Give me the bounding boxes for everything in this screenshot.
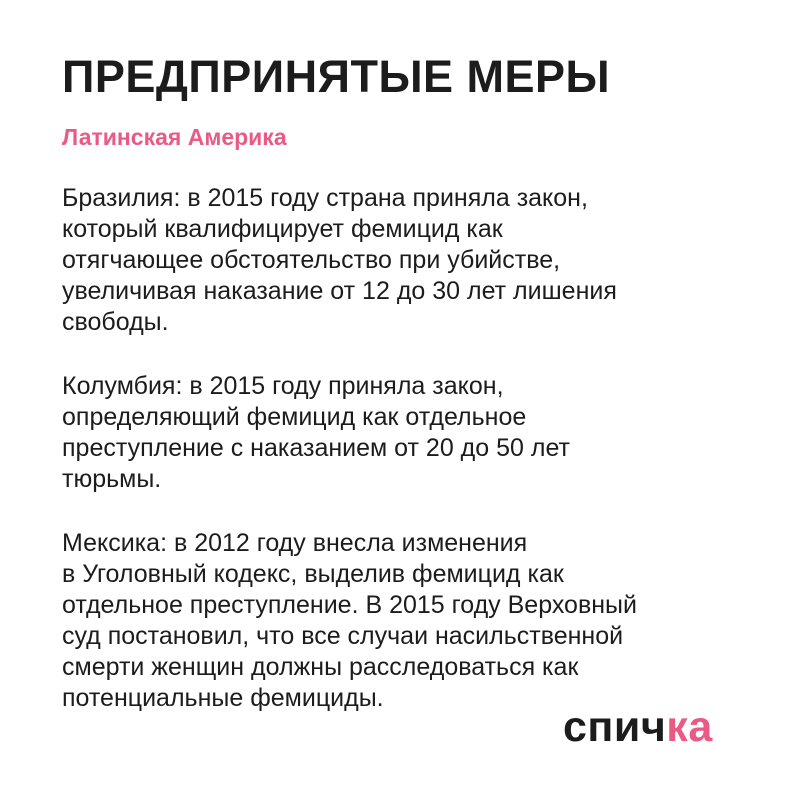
text-line: тюрьмы. <box>62 465 162 493</box>
text-line: Колумбия: в 2015 году приняла закон, <box>62 372 504 400</box>
page-title: ПРЕДПРИНЯТЫЕ МЕРЫ <box>62 51 611 102</box>
text-line: отдельное преступление. В 2015 году Верховный <box>62 591 637 619</box>
text-line: отягчающее обстоятельство при убийстве, <box>62 246 561 274</box>
text-line: Бразилия: в 2015 году страна приняла закон, <box>62 184 588 212</box>
logo-part-accent: ка <box>666 703 713 751</box>
paragraph-brazil <box>62 183 762 338</box>
text-line: суд постановил, что все случаи насильственной <box>62 622 624 650</box>
text-line: свободы. <box>62 308 169 336</box>
brand-logo <box>563 702 713 752</box>
text-line: увеличивая наказание от 12 до 30 лет лишения <box>62 277 617 305</box>
paragraph-colombia <box>62 371 762 495</box>
text-line: который квалифицирует фемицид как <box>62 215 503 243</box>
article-body <box>62 183 762 747</box>
paragraph-mexico <box>62 528 762 714</box>
text-line: определяющий фемицид как отдельное <box>62 403 527 431</box>
section-subtitle: Латинская Америка <box>62 124 287 150</box>
text-line: смерти женщин должны расследоваться как <box>62 653 579 681</box>
text-line: преступление с наказанием от 20 до 50 лет <box>62 434 570 462</box>
text-line: потенциальные фемициды. <box>62 684 384 712</box>
text-line: Мексика: в 2012 году внесла изменения <box>62 529 528 557</box>
text-line: в Уголовный кодекс, выделив фемицид как <box>62 560 564 588</box>
logo-part-dark: спич <box>563 703 667 751</box>
